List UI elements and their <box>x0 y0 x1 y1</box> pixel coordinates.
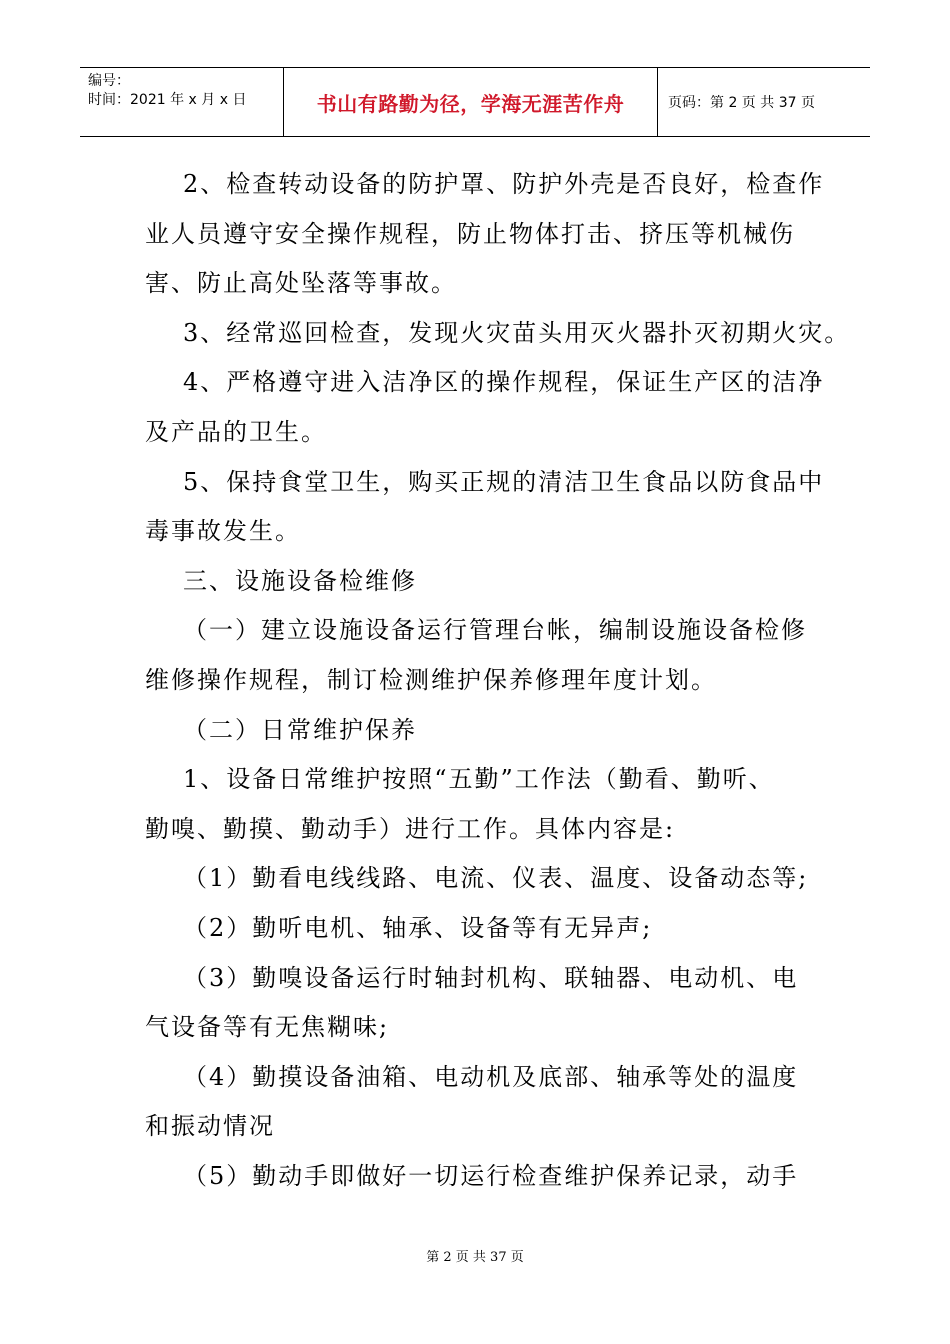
document-body <box>145 160 851 1201</box>
body-line: 业人员遵守安全操作规程，防止物体打击、挤压等机械伤 <box>145 219 795 248</box>
list-item: （3）勤嗅设备运行时轴封机构、联轴器、电动机、电 <box>183 963 799 992</box>
body-line: 及产品的卫生。 <box>145 417 327 446</box>
document-number-label: 编号： <box>88 73 130 89</box>
body-line: 害、防止高处坠落等事故。 <box>145 269 457 298</box>
subsection-heading: （二）日常维护保养 <box>183 715 417 744</box>
body-line: 维修操作规程，制订检测维护保养修理年度计划。 <box>145 665 717 694</box>
list-item: （2）勤听电机、轴承、设备等有无异声; <box>183 913 653 942</box>
body-line: 气设备等有无焦糊味; <box>145 1013 390 1042</box>
header-page-cell <box>658 68 870 136</box>
footer-page-number: 第 2 页 共 37 页 <box>426 1250 524 1265</box>
page-footer <box>0 1246 950 1265</box>
body-line: 4、严格遵守进入洁净区的操作规程，保证生产区的洁净 <box>183 368 825 397</box>
header-meta-cell <box>80 68 284 136</box>
list-item: （4）勤摸设备油箱、电动机及底部、轴承等处的温度 <box>183 1062 799 1091</box>
list-item: （1）勤看电线线路、电流、仪表、温度、设备动态等; <box>183 864 809 893</box>
body-line: 和振动情况 <box>145 1112 275 1141</box>
body-line: 3、经常巡回检查，发现火灾苗头用灭火器扑灭初期火灾。 <box>183 318 851 347</box>
list-item: （5）勤动手即做好一切运行检查维护保养记录，动手 <box>183 1161 799 1190</box>
section-heading: 三、设施设备检维修 <box>183 566 417 595</box>
document-header <box>80 67 870 137</box>
body-line: 勤嗅、勤摸、勤动手）进行工作。具体内容是: <box>145 814 676 843</box>
header-page-info: 页码：第 2 页 共 37 页 <box>668 95 815 111</box>
header-motto: 书山有路勤为径，学海无涯苦作舟 <box>316 91 625 116</box>
body-line: 5、保持食堂卫生，购买正规的清洁卫生食品以防食品中 <box>183 467 825 496</box>
body-line: 1、设备日常维护按照“五勤”工作法（勤看、勤听、 <box>183 765 775 794</box>
body-line: 2、检查转动设备的防护罩、防护外壳是否良好，检查作 <box>183 170 825 198</box>
header-motto-cell <box>284 68 658 136</box>
document-date-label: 时间：2021 年 x 月 x 日 <box>88 92 247 108</box>
body-line: 毒事故发生。 <box>145 517 301 546</box>
body-line: （一）建立设施设备运行管理台帐，编制设施设备检修 <box>183 616 807 645</box>
